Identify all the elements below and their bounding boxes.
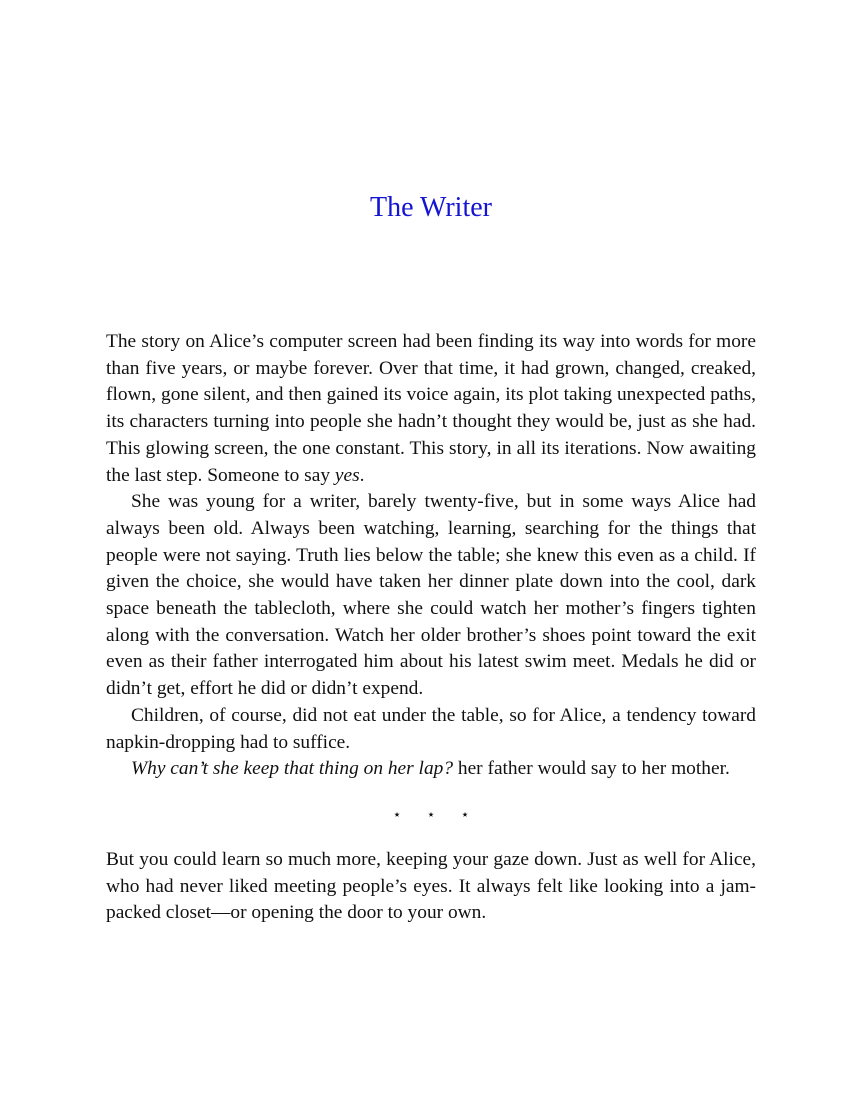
paragraph-5: But you could learn so much more, keeping your gaze down. Just as well for Alice, who had never liked meeting people’s eyes. It always felt like looking into a jam-packed closet—or opening the door to your own.: [106, 848, 756, 924]
chapter-body: [106, 329, 756, 927]
paragraph-4-text: her father would say to her mother.: [453, 758, 730, 780]
scene-break-star-icon: ⋆: [392, 808, 402, 824]
paragraph-1-text: The story on Alice’s computer screen had been finding its way into words for more than five years, or maybe forever. Over that time, it had grown, changed, creaked, flown, gone silent, and then gained its voice again, its plot taking unexpected paths, its characters turning into people she hadn’t thought they would be, just as she had. This glowing screen, the one constant. This story, in all its iterations. Now awaiting the last step. Someone to say: [106, 331, 756, 486]
paragraph-4-emphasis: Why can’t she keep that thing on her lap?: [131, 758, 454, 780]
paragraph-1: [106, 329, 756, 489]
chapter-title: The Writer: [370, 192, 492, 223]
scene-break: [106, 783, 756, 847]
paragraph-1-end: .: [359, 464, 365, 486]
paragraph-4: [106, 756, 756, 783]
scene-break-star-icon: ⋆: [426, 808, 436, 824]
scene-break-star-icon: ⋆: [460, 808, 470, 824]
paragraph-1-emphasis: yes: [334, 464, 360, 486]
paragraph-2: She was young for a writer, barely twenty-five, but in some ways Alice had always been old. Always been watching, learning, searching for the things that people were not saying. Truth lies below the table; she knew this even as a child. If given the choice, she would have taken her dinner plate down into the cool, dark space beneath the tablecloth, where she could watch her mother’s fingers tighten along with the conversation. Watch her older brother’s shoes point toward the exit even as their father interrogated him about his latest swim meet. Medals he did or didn’t get, effort he did or didn’t expend.: [106, 491, 756, 700]
paragraph-3: Children, of course, did not eat under the table, so for Alice, a tendency toward napkin-dropping had to suffice.: [106, 704, 756, 753]
